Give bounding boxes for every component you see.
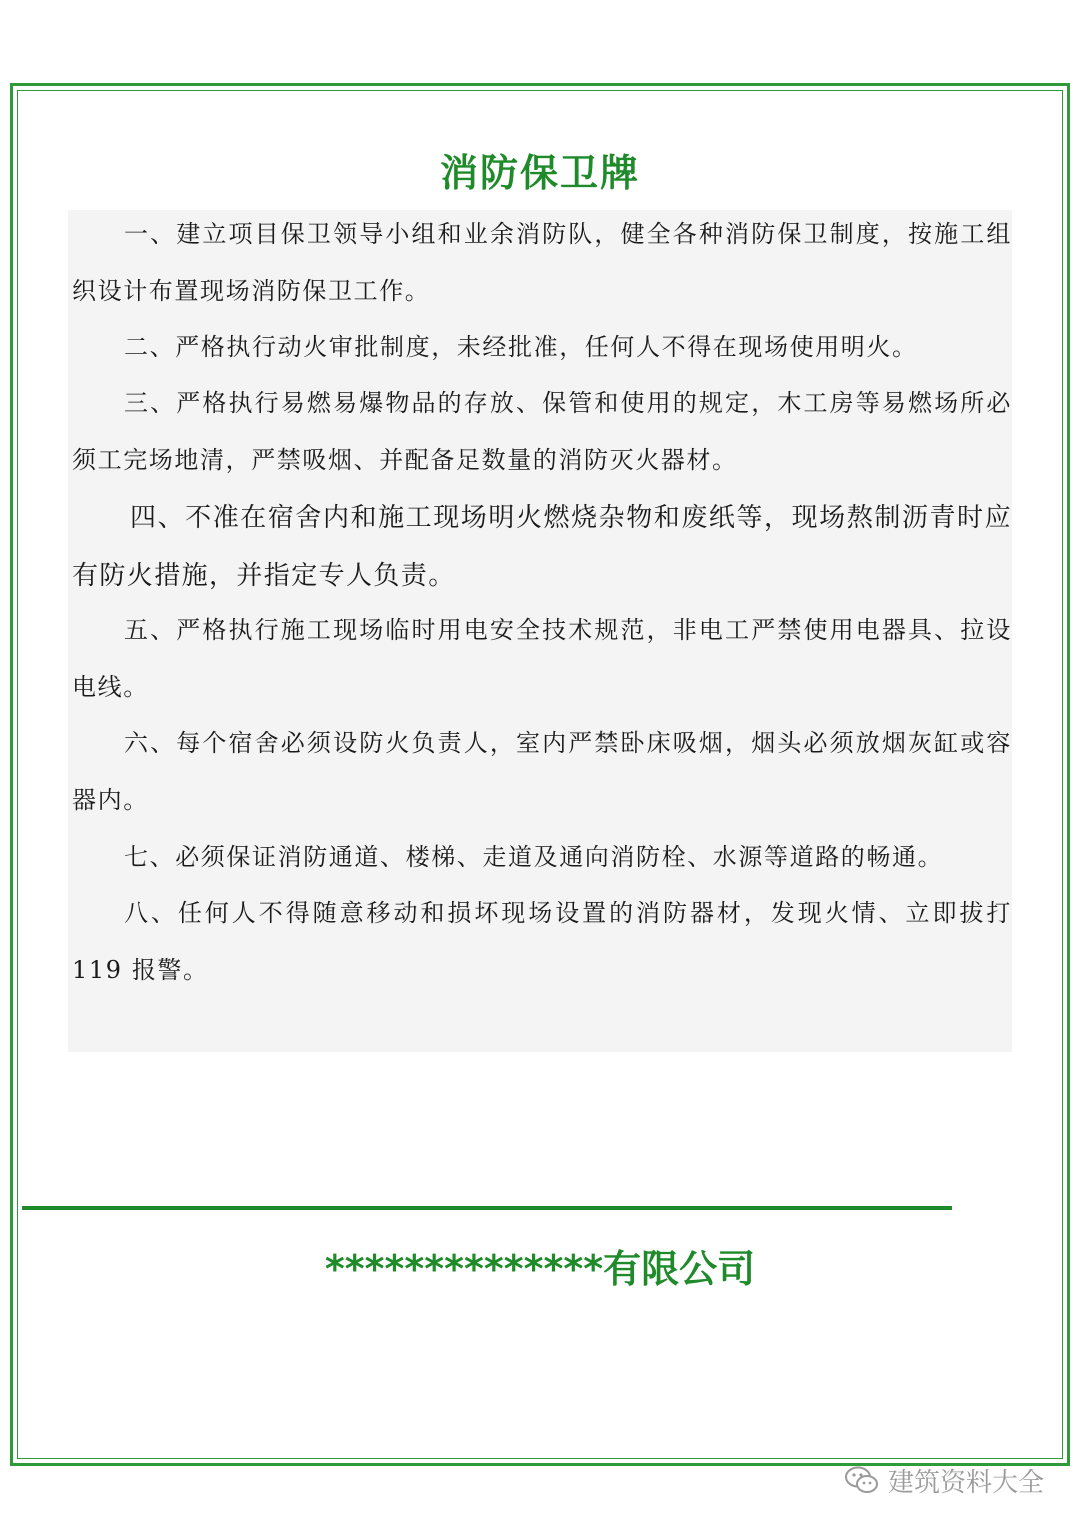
rule-paragraph-3: 三、严格执行易燃易爆物品的存放、保管和使用的规定，木工房等易燃场所必须工完场地清，严禁吸烟、并配备足数量的消防灭火器材。 bbox=[72, 389, 1012, 474]
company-name: **************有限公司 bbox=[324, 1247, 756, 1291]
rule-paragraph-5: 五、严格执行施工现场临时用电安全技术规范，非电工严禁使用电器具、拉设电线。 bbox=[72, 616, 1012, 701]
rule-paragraph-8: 八、任何人不得随意移动和损坏现场设置的消防器材，发现火情、立即拔打119 报警。 bbox=[72, 899, 1012, 984]
rule-paragraph-1: 一、建立项目保卫领导小组和业余消防队，健全各种消防保卫制度，按施工组织设计布置现场消防保卫工作。 bbox=[72, 220, 1012, 305]
rule-paragraph-6: 六、每个宿舍必须设防火负责人，室内严禁卧床吸烟，烟头必须放烟灰缸或容器内。 bbox=[72, 729, 1012, 814]
rule-paragraph-4: 四、不准在宿舍内和施工现场明火燃烧杂物和废纸等，现场熬制沥青时应有防火措施，并指定专人负责。 bbox=[72, 503, 1012, 591]
watermark bbox=[844, 1460, 1044, 1500]
wechat-icon bbox=[844, 1465, 880, 1495]
page-title: 消防保卫牌 bbox=[439, 151, 640, 195]
watermark-text: 建筑资料大全 bbox=[887, 1467, 1044, 1498]
divider-line bbox=[22, 1206, 952, 1210]
rule-paragraph-7: 七、必须保证消防通道、楼梯、走道及通向消防栓、水源等道路的畅通。 bbox=[124, 843, 944, 871]
rule-paragraph-2: 二、严格执行动火审批制度，未经批准，任何人不得在现场使用明火。 bbox=[124, 333, 918, 361]
